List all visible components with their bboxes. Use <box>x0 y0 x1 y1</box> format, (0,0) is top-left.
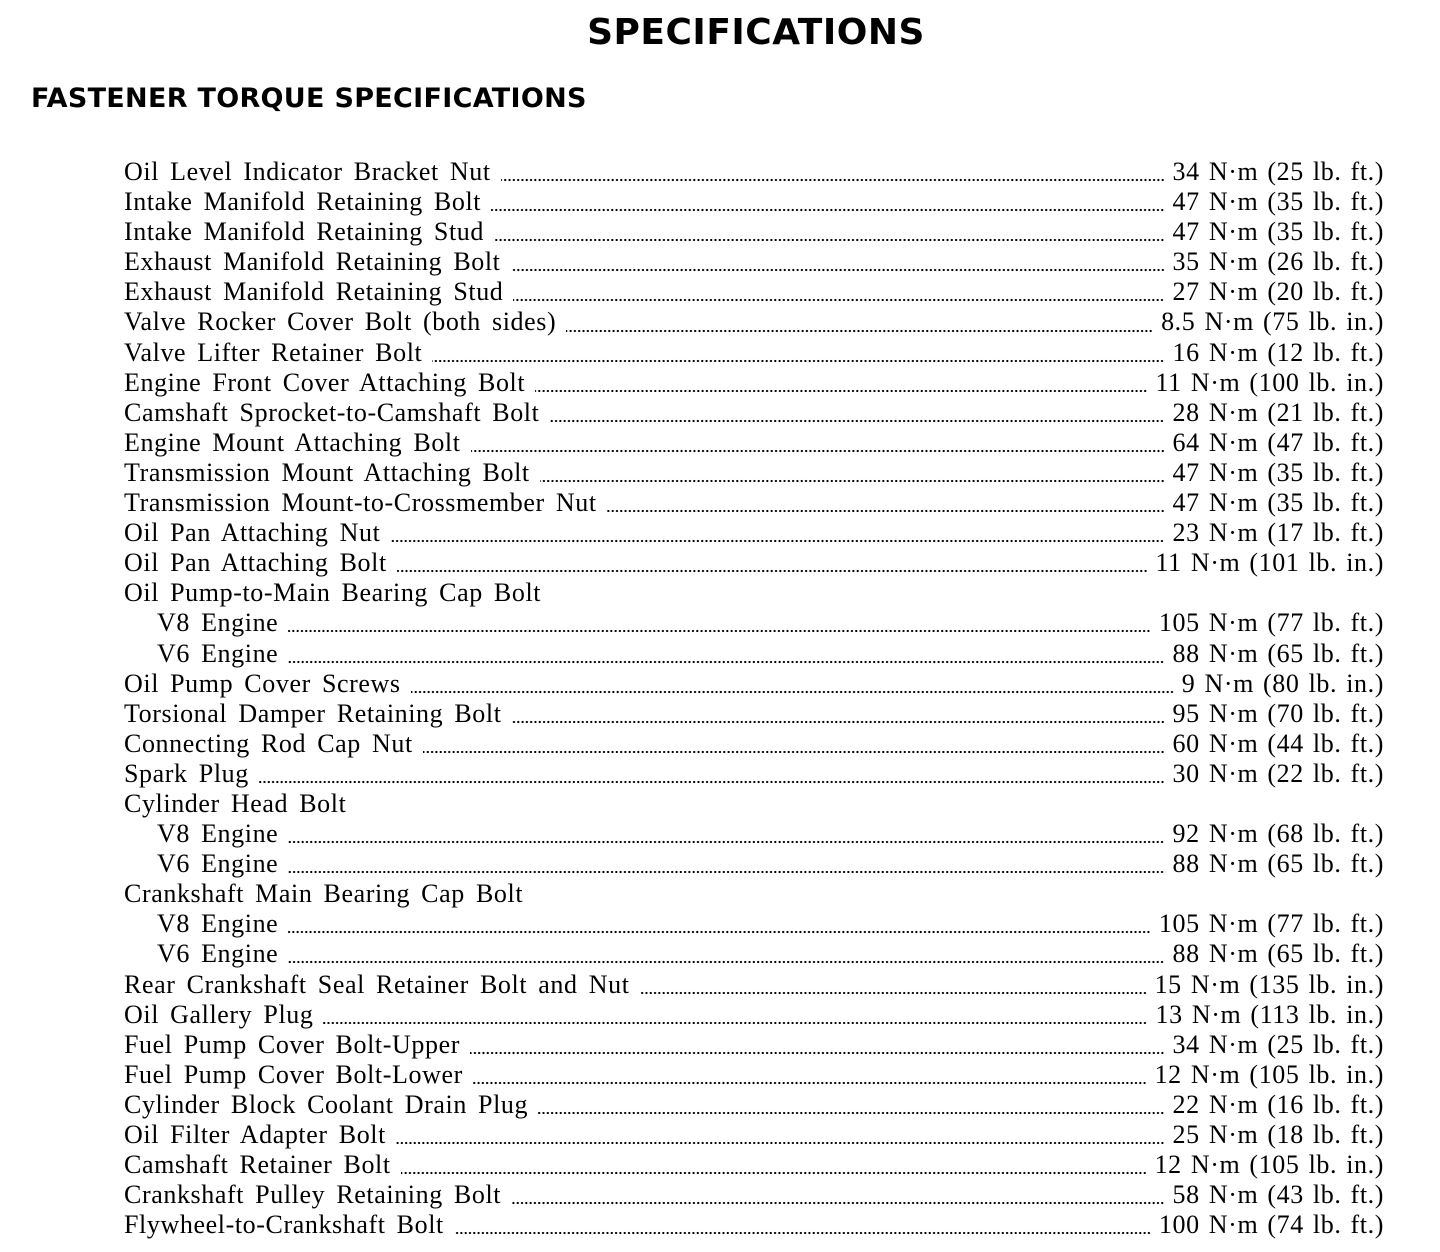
spec-label: Fuel Pump Cover Bolt-Lower <box>124 1059 463 1089</box>
spec-row <box>124 157 1384 187</box>
spec-value: 25 N·m (18 lb. ft.) <box>1172 1120 1384 1149</box>
spec-value: 88 N·m (65 lb. ft.) <box>1172 849 1384 879</box>
dot-leader <box>397 569 1148 573</box>
spec-row <box>124 1120 1384 1150</box>
spec-label: Oil Gallery Plug <box>124 999 314 1029</box>
spec-value: 35 N·m (26 lb. ft.) <box>1172 247 1384 277</box>
spec-subrow <box>124 909 1384 939</box>
spec-row <box>124 1180 1384 1210</box>
spec-value: 28 N·m (21 lb. ft.) <box>1172 397 1384 427</box>
spec-row <box>124 789 1384 819</box>
spec-value: 47 N·m (35 lb. ft.) <box>1172 217 1384 247</box>
spec-row <box>124 669 1384 699</box>
spec-row <box>124 759 1384 789</box>
section-title: FASTENER TORQUE SPECIFICATIONS <box>31 83 587 114</box>
dot-leader <box>473 1081 1147 1085</box>
spec-value: 12 N·m (105 lb. in.) <box>1154 1150 1384 1180</box>
spec-subrow <box>124 608 1384 638</box>
dot-leader <box>471 449 1165 453</box>
spec-label: Intake Manifold Retaining Bolt <box>124 187 482 217</box>
spec-value: 95 N·m (70 lb. ft.) <box>1172 698 1384 728</box>
spec-row <box>124 428 1384 458</box>
spec-value: 9 N·m (80 lb. in.) <box>1181 668 1384 698</box>
spec-label: Crankshaft Pulley Retaining Bolt <box>124 1180 502 1210</box>
spec-value: 60 N·m (44 lb. ft.) <box>1172 728 1384 758</box>
spec-subrow <box>124 639 1384 669</box>
dot-leader <box>566 329 1153 333</box>
spec-row <box>124 307 1384 337</box>
spec-value: 15 N·m (135 lb. in.) <box>1154 969 1384 999</box>
spec-value: 105 N·m (77 lb. ft.) <box>1158 909 1384 939</box>
spec-label: Engine Mount Attaching Bolt <box>124 427 461 457</box>
spec-value: 92 N·m (68 lb. ft.) <box>1172 819 1384 849</box>
spec-subrow <box>124 939 1384 969</box>
dot-leader <box>607 509 1165 513</box>
dot-leader <box>640 991 1147 995</box>
dot-leader <box>535 389 1147 393</box>
spec-row <box>124 458 1384 488</box>
spec-value: 47 N·m (35 lb. ft.) <box>1172 187 1384 217</box>
spec-value: 58 N·m (43 lb. ft.) <box>1172 1180 1384 1210</box>
spec-row <box>124 518 1384 548</box>
dot-leader <box>511 1201 1164 1205</box>
dot-leader <box>390 539 1164 543</box>
spec-label: Exhaust Manifold Retaining Bolt <box>124 247 501 277</box>
spec-label: Exhaust Manifold Retaining Stud <box>124 277 504 307</box>
spec-label: Oil Pump-to-Main Bearing Cap Bolt <box>124 578 542 608</box>
spec-value: 11 N·m (100 lb. in.) <box>1155 367 1384 397</box>
spec-row <box>124 187 1384 217</box>
spec-label: Oil Level Indicator Bracket Nut <box>124 157 491 186</box>
dot-leader <box>423 750 1165 754</box>
spec-row <box>124 729 1384 759</box>
spec-label: Fuel Pump Cover Bolt-Upper <box>124 1029 460 1059</box>
spec-row <box>124 1000 1384 1030</box>
spec-row <box>124 368 1384 398</box>
dot-leader <box>288 960 1164 964</box>
spec-row <box>124 217 1384 247</box>
spec-row <box>124 1150 1384 1180</box>
dot-leader <box>323 1021 1147 1025</box>
spec-value: 30 N·m (22 lb. ft.) <box>1172 758 1384 788</box>
spec-value: 11 N·m (101 lb. in.) <box>1155 548 1384 578</box>
spec-label: V8 Engine <box>157 819 279 849</box>
dot-leader <box>513 298 1164 302</box>
spec-subrow <box>124 849 1384 879</box>
spec-label: Crankshaft Main Bearing Cap Bolt <box>124 879 524 909</box>
spec-value: 12 N·m (105 lb. in.) <box>1154 1059 1384 1089</box>
spec-label: Connecting Rod Cap Nut <box>124 728 413 758</box>
dot-leader <box>411 690 1174 694</box>
spec-value: 88 N·m (65 lb. ft.) <box>1172 939 1384 969</box>
dot-leader <box>470 1051 1165 1055</box>
dot-leader <box>259 780 1165 784</box>
spec-row <box>124 277 1384 307</box>
spec-value: 34 N·m (25 lb. ft.) <box>1172 1029 1384 1059</box>
torque-spec-list <box>124 157 1384 1240</box>
dot-leader <box>432 359 1164 363</box>
spec-label: Camshaft Sprocket-to-Camshaft Bolt <box>124 397 540 427</box>
spec-row <box>124 1030 1384 1060</box>
spec-value: 23 N·m (17 lb. ft.) <box>1172 518 1384 548</box>
spec-row <box>124 1090 1384 1120</box>
spec-value: 22 N·m (16 lb. ft.) <box>1172 1089 1384 1119</box>
spec-label: V8 Engine <box>157 909 279 939</box>
spec-label: Rear Crankshaft Seal Retainer Bolt and Nut <box>124 969 630 999</box>
spec-label: Engine Front Cover Attaching Bolt <box>124 367 526 397</box>
spec-label: Transmission Mount Attaching Bolt <box>124 457 530 487</box>
spec-label: V6 Engine <box>157 849 279 879</box>
spec-row <box>124 1210 1384 1240</box>
dot-leader <box>288 629 1151 633</box>
spec-label: Cylinder Block Coolant Drain Plug <box>124 1089 529 1119</box>
spec-subrow <box>124 819 1384 849</box>
spec-label: Oil Filter Adapter Bolt <box>124 1120 386 1149</box>
dot-leader <box>288 660 1164 664</box>
spec-value: 47 N·m (35 lb. ft.) <box>1172 488 1384 518</box>
spec-label: Oil Pan Attaching Bolt <box>124 548 387 578</box>
spec-label: V6 Engine <box>157 638 279 668</box>
spec-row <box>124 488 1384 518</box>
dot-leader <box>288 840 1164 844</box>
spec-row <box>124 247 1384 277</box>
spec-label: Transmission Mount-to-Crossmember Nut <box>124 488 597 518</box>
spec-value: 88 N·m (65 lb. ft.) <box>1172 638 1384 668</box>
dot-leader <box>288 930 1151 934</box>
dot-leader <box>512 720 1165 724</box>
dot-leader <box>511 268 1165 272</box>
spec-value: 64 N·m (47 lb. ft.) <box>1172 427 1384 457</box>
spec-row <box>124 970 1384 1000</box>
spec-label: Camshaft Retainer Bolt <box>124 1150 391 1180</box>
dot-leader <box>491 208 1164 212</box>
spec-row <box>124 548 1384 578</box>
spec-row <box>124 338 1384 368</box>
spec-label: Spark Plug <box>124 758 249 788</box>
spec-value: 34 N·m (25 lb. ft.) <box>1172 157 1384 186</box>
dot-leader <box>540 479 1165 483</box>
spec-row <box>124 699 1384 729</box>
dot-leader <box>454 1231 1151 1235</box>
spec-row <box>124 1060 1384 1090</box>
spec-label: Valve Rocker Cover Bolt (both sides) <box>124 307 557 337</box>
dot-leader <box>494 238 1165 242</box>
spec-label: Intake Manifold Retaining Stud <box>124 217 485 247</box>
spec-label: V6 Engine <box>157 939 279 969</box>
spec-label: Torsional Damper Retaining Bolt <box>124 698 502 728</box>
spec-value: 100 N·m (74 lb. ft.) <box>1158 1210 1384 1240</box>
dot-leader <box>501 178 1165 182</box>
spec-label: Oil Pump Cover Screws <box>124 668 401 698</box>
spec-value: 16 N·m (12 lb. ft.) <box>1172 337 1384 367</box>
spec-row <box>124 578 1384 608</box>
dot-leader <box>288 870 1164 874</box>
dot-leader <box>549 419 1164 423</box>
spec-label: Flywheel-to-Crankshaft Bolt <box>124 1210 444 1240</box>
spec-label: Oil Pan Attaching Nut <box>124 518 381 548</box>
spec-label: V8 Engine <box>157 608 279 638</box>
spec-value: 27 N·m (20 lb. ft.) <box>1172 277 1384 307</box>
spec-label: Cylinder Head Bolt <box>124 788 347 818</box>
spec-label: Valve Lifter Retainer Bolt <box>124 337 423 367</box>
dot-leader <box>396 1141 1165 1145</box>
spec-value: 13 N·m (113 lb. in.) <box>1155 999 1384 1029</box>
spec-value: 8.5 N·m (75 lb. in.) <box>1161 307 1384 337</box>
spec-row <box>124 398 1384 428</box>
dot-leader <box>401 1171 1147 1175</box>
spec-value: 105 N·m (77 lb. ft.) <box>1158 608 1384 638</box>
page-title: SPECIFICATIONS <box>587 12 925 53</box>
spec-row <box>124 879 1384 909</box>
spec-value: 47 N·m (35 lb. ft.) <box>1172 457 1384 487</box>
dot-leader <box>538 1111 1164 1115</box>
